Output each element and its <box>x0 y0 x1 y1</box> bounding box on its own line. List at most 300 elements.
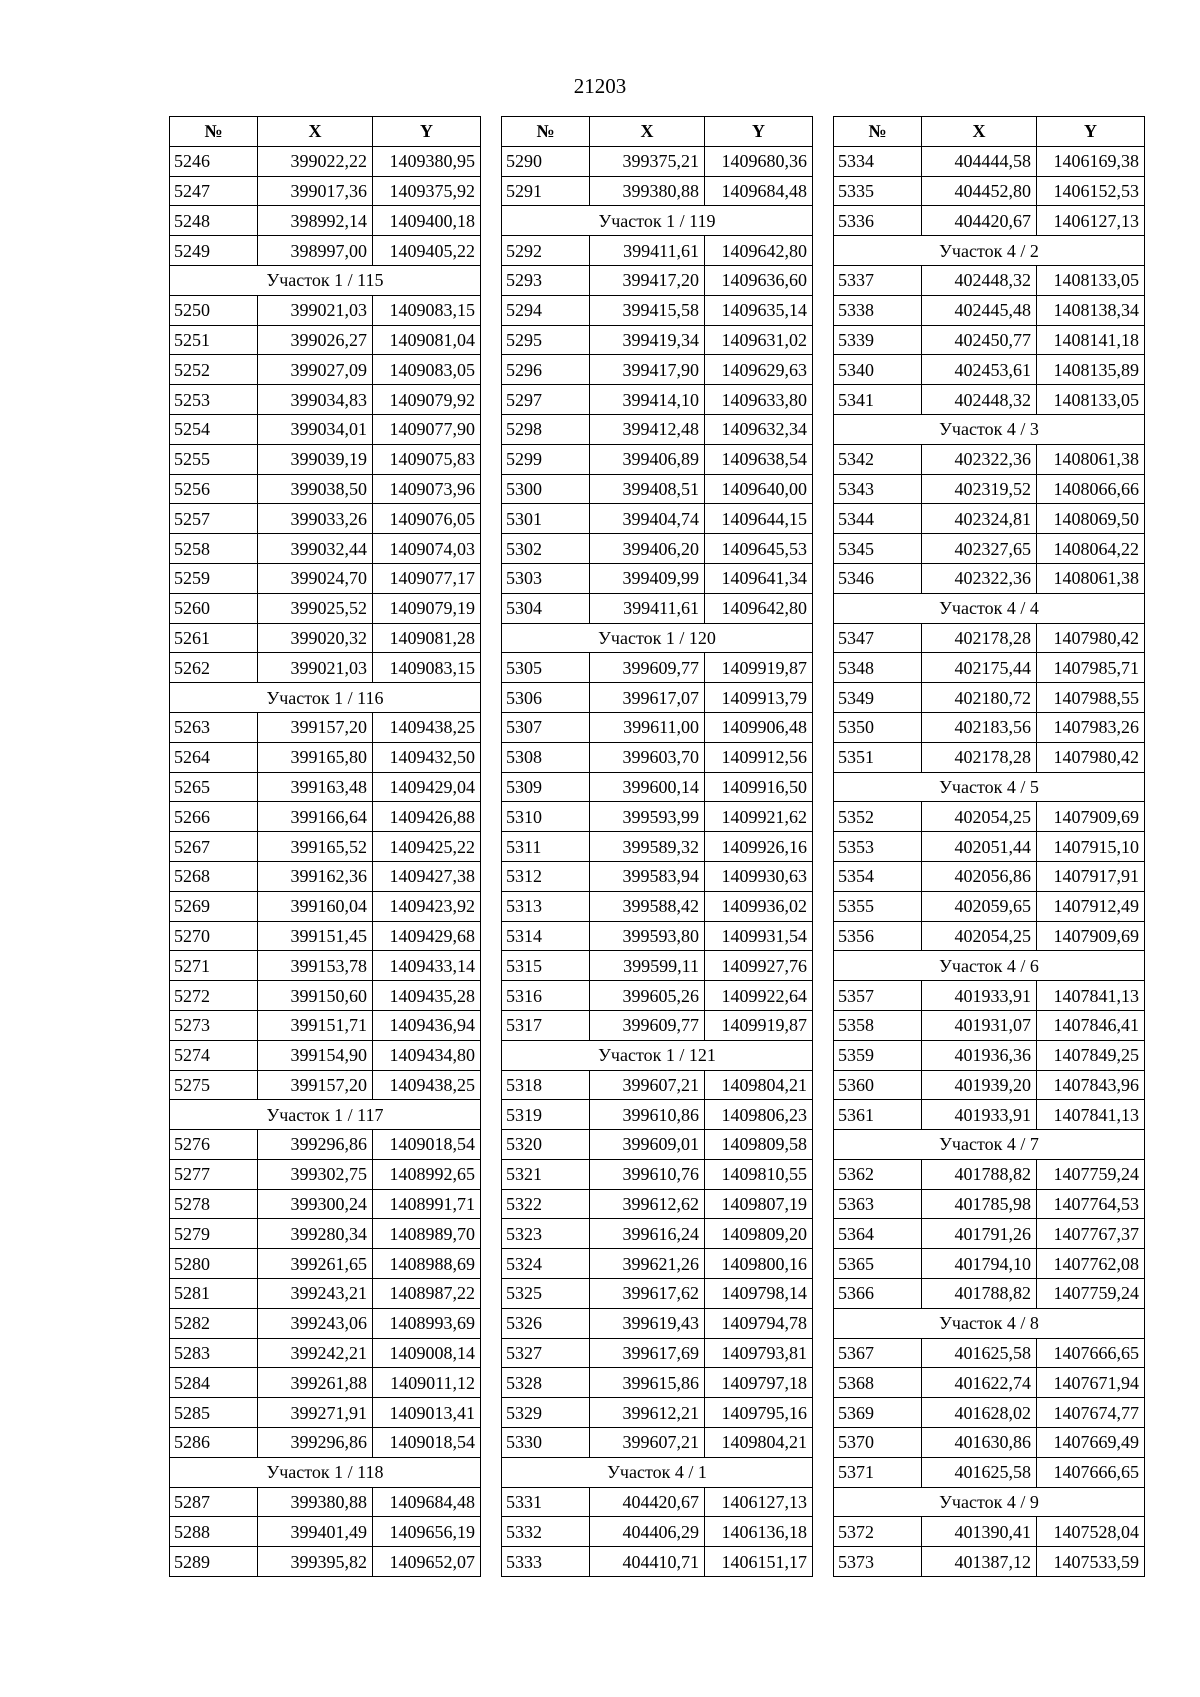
header-number: № <box>834 117 922 147</box>
point-number: 5321 <box>502 1159 590 1189</box>
x-coordinate: 399609,77 <box>590 1010 705 1040</box>
coordinates-table-1 <box>169 116 481 1577</box>
x-coordinate: 401788,82 <box>922 1279 1037 1309</box>
point-number: 5362 <box>834 1159 922 1189</box>
y-coordinate: 1408993,69 <box>373 1308 481 1338</box>
y-coordinate: 1408066,66 <box>1037 474 1145 504</box>
section-title: Участок 1 / 116 <box>170 683 481 713</box>
table-row <box>170 861 481 891</box>
y-coordinate: 1409375,92 <box>373 176 481 206</box>
table-row <box>170 951 481 981</box>
y-coordinate: 1407764,53 <box>1037 1189 1145 1219</box>
table-row <box>170 325 481 355</box>
x-coordinate: 399280,34 <box>258 1219 373 1249</box>
y-coordinate: 1409912,56 <box>705 742 813 772</box>
point-number: 5320 <box>502 1130 590 1160</box>
point-number: 5351 <box>834 742 922 772</box>
x-coordinate: 402453,61 <box>922 355 1037 385</box>
point-number: 5369 <box>834 1398 922 1428</box>
header-number: № <box>170 117 258 147</box>
x-coordinate: 399612,62 <box>590 1189 705 1219</box>
point-number: 5371 <box>834 1457 922 1487</box>
point-number: 5330 <box>502 1428 590 1458</box>
y-coordinate: 1409018,54 <box>373 1428 481 1458</box>
point-number: 5278 <box>170 1189 258 1219</box>
section-title: Участок 4 / 5 <box>834 772 1145 802</box>
point-number: 5327 <box>502 1338 590 1368</box>
y-coordinate: 1409438,25 <box>373 1070 481 1100</box>
point-number: 5282 <box>170 1308 258 1338</box>
point-number: 5324 <box>502 1249 590 1279</box>
y-coordinate: 1409631,02 <box>705 325 813 355</box>
table-row <box>834 355 1145 385</box>
y-coordinate: 1407983,26 <box>1037 712 1145 742</box>
page-number: 21203 <box>573 74 627 98</box>
table-row <box>170 1338 481 1368</box>
y-coordinate: 1409083,05 <box>373 355 481 385</box>
table-row <box>502 1547 813 1577</box>
x-coordinate: 398997,00 <box>258 236 373 266</box>
x-coordinate: 399034,83 <box>258 385 373 415</box>
table-row <box>834 1159 1145 1189</box>
point-number: 5316 <box>502 981 590 1011</box>
section-row <box>834 414 1145 444</box>
x-coordinate: 399026,27 <box>258 325 373 355</box>
section-title: Участок 1 / 115 <box>170 265 481 295</box>
point-number: 5305 <box>502 653 590 683</box>
x-coordinate: 402324,81 <box>922 504 1037 534</box>
y-coordinate: 1409008,14 <box>373 1338 481 1368</box>
x-coordinate: 399600,14 <box>590 772 705 802</box>
y-coordinate: 1409795,16 <box>705 1398 813 1428</box>
y-coordinate: 1409083,15 <box>373 295 481 325</box>
header-x: X <box>922 117 1037 147</box>
x-coordinate: 399151,45 <box>258 921 373 951</box>
table-row <box>834 146 1145 176</box>
point-number: 5341 <box>834 385 922 415</box>
y-coordinate: 1409636,60 <box>705 265 813 295</box>
y-coordinate: 1407666,65 <box>1037 1338 1145 1368</box>
table-row <box>502 563 813 593</box>
x-coordinate: 401622,74 <box>922 1368 1037 1398</box>
table-row <box>834 1338 1145 1368</box>
point-number: 5262 <box>170 653 258 683</box>
point-number: 5290 <box>502 146 590 176</box>
table-row <box>502 1130 813 1160</box>
point-number: 5350 <box>834 712 922 742</box>
y-coordinate: 1409931,54 <box>705 921 813 951</box>
point-number: 5318 <box>502 1070 590 1100</box>
x-coordinate: 399612,21 <box>590 1398 705 1428</box>
table-row <box>502 802 813 832</box>
point-number: 5280 <box>170 1249 258 1279</box>
y-coordinate: 1409079,19 <box>373 593 481 623</box>
y-coordinate: 1409926,16 <box>705 832 813 862</box>
x-coordinate: 399022,22 <box>258 146 373 176</box>
point-number: 5348 <box>834 653 922 683</box>
x-coordinate: 402448,32 <box>922 265 1037 295</box>
x-coordinate: 399166,64 <box>258 802 373 832</box>
table-row <box>502 444 813 474</box>
table-row <box>170 534 481 564</box>
point-number: 5354 <box>834 861 922 891</box>
table-row <box>170 414 481 444</box>
x-coordinate: 399296,86 <box>258 1130 373 1160</box>
table-row <box>502 653 813 683</box>
point-number: 5338 <box>834 295 922 325</box>
table-row <box>502 295 813 325</box>
table-row <box>502 772 813 802</box>
y-coordinate: 1407759,24 <box>1037 1279 1145 1309</box>
x-coordinate: 402448,32 <box>922 385 1037 415</box>
x-coordinate: 402059,65 <box>922 891 1037 921</box>
table-row <box>170 1189 481 1219</box>
y-coordinate: 1408141,18 <box>1037 325 1145 355</box>
point-number: 5293 <box>502 265 590 295</box>
y-coordinate: 1409927,76 <box>705 951 813 981</box>
point-number: 5252 <box>170 355 258 385</box>
x-coordinate: 404420,67 <box>590 1487 705 1517</box>
point-number: 5339 <box>834 325 922 355</box>
point-number: 5340 <box>834 355 922 385</box>
table-row <box>502 414 813 444</box>
table-row <box>834 206 1145 236</box>
point-number: 5346 <box>834 563 922 593</box>
section-row <box>834 1130 1145 1160</box>
table-row <box>170 802 481 832</box>
coordinates-table-2 <box>501 116 813 1577</box>
y-coordinate: 1409405,22 <box>373 236 481 266</box>
point-number: 5372 <box>834 1517 922 1547</box>
point-number: 5300 <box>502 474 590 504</box>
y-coordinate: 1409423,92 <box>373 891 481 921</box>
x-coordinate: 402450,77 <box>922 325 1037 355</box>
point-number: 5359 <box>834 1040 922 1070</box>
x-coordinate: 399617,07 <box>590 683 705 713</box>
point-number: 5343 <box>834 474 922 504</box>
point-number: 5347 <box>834 623 922 653</box>
point-number: 5287 <box>170 1487 258 1517</box>
table-row <box>834 474 1145 504</box>
x-coordinate: 399025,52 <box>258 593 373 623</box>
x-coordinate: 399617,62 <box>590 1279 705 1309</box>
y-coordinate: 1407980,42 <box>1037 742 1145 772</box>
y-coordinate: 1409429,68 <box>373 921 481 951</box>
table-row <box>502 265 813 295</box>
table-row <box>502 891 813 921</box>
y-coordinate: 1407843,96 <box>1037 1070 1145 1100</box>
section-title: Участок 1 / 117 <box>170 1100 481 1130</box>
table-row <box>170 146 481 176</box>
point-number: 5257 <box>170 504 258 534</box>
table-row <box>170 563 481 593</box>
y-coordinate: 1409642,80 <box>705 593 813 623</box>
point-number: 5309 <box>502 772 590 802</box>
table-row <box>834 891 1145 921</box>
point-number: 5334 <box>834 146 922 176</box>
x-coordinate: 399302,75 <box>258 1159 373 1189</box>
table-row <box>502 742 813 772</box>
y-coordinate: 1409919,87 <box>705 1010 813 1040</box>
y-coordinate: 1409640,00 <box>705 474 813 504</box>
x-coordinate: 399409,99 <box>590 563 705 593</box>
x-coordinate: 399380,88 <box>590 176 705 206</box>
point-number: 5313 <box>502 891 590 921</box>
y-coordinate: 1407669,49 <box>1037 1428 1145 1458</box>
point-number: 5323 <box>502 1219 590 1249</box>
point-number: 5256 <box>170 474 258 504</box>
x-coordinate: 399038,50 <box>258 474 373 504</box>
x-coordinate: 399157,20 <box>258 712 373 742</box>
y-coordinate: 1407912,49 <box>1037 891 1145 921</box>
table-row <box>170 1219 481 1249</box>
section-row <box>834 593 1145 623</box>
point-number: 5259 <box>170 563 258 593</box>
section-row <box>834 1308 1145 1338</box>
y-coordinate: 1409810,55 <box>705 1159 813 1189</box>
point-number: 5325 <box>502 1279 590 1309</box>
point-number: 5308 <box>502 742 590 772</box>
point-number: 5274 <box>170 1040 258 1070</box>
table-row <box>834 1547 1145 1577</box>
x-coordinate: 399588,42 <box>590 891 705 921</box>
point-number: 5345 <box>834 534 922 564</box>
x-coordinate: 398992,14 <box>258 206 373 236</box>
y-coordinate: 1408988,69 <box>373 1249 481 1279</box>
point-number: 5360 <box>834 1070 922 1100</box>
x-coordinate: 401628,02 <box>922 1398 1037 1428</box>
table-row <box>834 1368 1145 1398</box>
x-coordinate: 404452,80 <box>922 176 1037 206</box>
x-coordinate: 402327,65 <box>922 534 1037 564</box>
point-number: 5319 <box>502 1100 590 1130</box>
y-coordinate: 1409438,25 <box>373 712 481 742</box>
y-coordinate: 1409380,95 <box>373 146 481 176</box>
y-coordinate: 1409644,15 <box>705 504 813 534</box>
point-number: 5271 <box>170 951 258 981</box>
table-row <box>834 1428 1145 1458</box>
x-coordinate: 402056,86 <box>922 861 1037 891</box>
x-coordinate: 399419,34 <box>590 325 705 355</box>
table-row <box>502 325 813 355</box>
y-coordinate: 1409793,81 <box>705 1338 813 1368</box>
table-row <box>834 385 1145 415</box>
x-coordinate: 401788,82 <box>922 1159 1037 1189</box>
point-number: 5353 <box>834 832 922 862</box>
table-row <box>170 1487 481 1517</box>
y-coordinate: 1409638,54 <box>705 444 813 474</box>
x-coordinate: 402180,72 <box>922 683 1037 713</box>
y-coordinate: 1409797,18 <box>705 1368 813 1398</box>
table-row <box>170 593 481 623</box>
table-row <box>170 1547 481 1577</box>
table-row <box>170 355 481 385</box>
point-number: 5283 <box>170 1338 258 1368</box>
table-row <box>502 1249 813 1279</box>
header-y: Y <box>1037 117 1145 147</box>
table-row <box>502 1428 813 1458</box>
y-coordinate: 1409641,34 <box>705 563 813 593</box>
table-row <box>170 891 481 921</box>
table-row <box>170 623 481 653</box>
section-row <box>834 951 1145 981</box>
point-number: 5248 <box>170 206 258 236</box>
point-number: 5366 <box>834 1279 922 1309</box>
y-coordinate: 1408061,38 <box>1037 563 1145 593</box>
table-row <box>502 1517 813 1547</box>
y-coordinate: 1409074,03 <box>373 534 481 564</box>
table-row <box>170 981 481 1011</box>
point-number: 5358 <box>834 1010 922 1040</box>
table-row <box>502 593 813 623</box>
y-coordinate: 1408138,34 <box>1037 295 1145 325</box>
x-coordinate: 399271,91 <box>258 1398 373 1428</box>
y-coordinate: 1408133,05 <box>1037 385 1145 415</box>
y-coordinate: 1409919,87 <box>705 653 813 683</box>
table-row <box>502 951 813 981</box>
y-coordinate: 1409930,63 <box>705 861 813 891</box>
point-number: 5270 <box>170 921 258 951</box>
point-number: 5254 <box>170 414 258 444</box>
x-coordinate: 399417,20 <box>590 265 705 295</box>
point-number: 5246 <box>170 146 258 176</box>
y-coordinate: 1407533,59 <box>1037 1547 1145 1577</box>
y-coordinate: 1409077,90 <box>373 414 481 444</box>
table-row <box>834 802 1145 832</box>
point-number: 5253 <box>170 385 258 415</box>
table-row <box>502 1070 813 1100</box>
point-number: 5297 <box>502 385 590 415</box>
y-coordinate: 1409642,80 <box>705 236 813 266</box>
y-coordinate: 1408061,38 <box>1037 444 1145 474</box>
section-row <box>170 1457 481 1487</box>
x-coordinate: 399589,32 <box>590 832 705 862</box>
table-row <box>170 772 481 802</box>
x-coordinate: 399414,10 <box>590 385 705 415</box>
point-number: 5292 <box>502 236 590 266</box>
table-row <box>502 355 813 385</box>
y-coordinate: 1409798,14 <box>705 1279 813 1309</box>
point-number: 5265 <box>170 772 258 802</box>
table-row <box>502 474 813 504</box>
y-coordinate: 1407915,10 <box>1037 832 1145 862</box>
point-number: 5322 <box>502 1189 590 1219</box>
point-number: 5365 <box>834 1249 922 1279</box>
x-coordinate: 399021,03 <box>258 653 373 683</box>
y-coordinate: 1409077,17 <box>373 563 481 593</box>
point-number: 5312 <box>502 861 590 891</box>
table-row <box>834 176 1145 206</box>
x-coordinate: 399296,86 <box>258 1428 373 1458</box>
y-coordinate: 1409079,92 <box>373 385 481 415</box>
x-coordinate: 399605,26 <box>590 981 705 1011</box>
point-number: 5272 <box>170 981 258 1011</box>
y-coordinate: 1409434,80 <box>373 1040 481 1070</box>
table-row <box>834 921 1145 951</box>
y-coordinate: 1406169,38 <box>1037 146 1145 176</box>
x-coordinate: 399611,00 <box>590 712 705 742</box>
y-coordinate: 1409809,58 <box>705 1130 813 1160</box>
table-row <box>170 1070 481 1100</box>
point-number: 5285 <box>170 1398 258 1428</box>
x-coordinate: 402178,28 <box>922 623 1037 653</box>
y-coordinate: 1409011,12 <box>373 1368 481 1398</box>
y-coordinate: 1409426,88 <box>373 802 481 832</box>
point-number: 5291 <box>502 176 590 206</box>
x-coordinate: 399261,65 <box>258 1249 373 1279</box>
section-title: Участок 1 / 118 <box>170 1457 481 1487</box>
point-number: 5251 <box>170 325 258 355</box>
table-body <box>170 146 481 1576</box>
table-row <box>834 981 1145 1011</box>
point-number: 5294 <box>502 295 590 325</box>
point-number: 5298 <box>502 414 590 444</box>
x-coordinate: 399412,48 <box>590 414 705 444</box>
x-coordinate: 399607,21 <box>590 1428 705 1458</box>
table-row <box>834 504 1145 534</box>
y-coordinate: 1407980,42 <box>1037 623 1145 653</box>
table-row <box>502 1338 813 1368</box>
point-number: 5260 <box>170 593 258 623</box>
x-coordinate: 399404,74 <box>590 504 705 534</box>
x-coordinate: 401931,07 <box>922 1010 1037 1040</box>
x-coordinate: 399607,21 <box>590 1070 705 1100</box>
point-number: 5310 <box>502 802 590 832</box>
section-title: Участок 4 / 2 <box>834 236 1145 266</box>
point-number: 5302 <box>502 534 590 564</box>
table-row <box>170 385 481 415</box>
point-number: 5317 <box>502 1010 590 1040</box>
point-number: 5357 <box>834 981 922 1011</box>
x-coordinate: 399401,49 <box>258 1517 373 1547</box>
x-coordinate: 399411,61 <box>590 236 705 266</box>
table-row <box>170 1308 481 1338</box>
point-number: 5337 <box>834 265 922 295</box>
section-row <box>834 236 1145 266</box>
x-coordinate: 399415,58 <box>590 295 705 325</box>
table-row <box>170 474 481 504</box>
y-coordinate: 1407909,69 <box>1037 802 1145 832</box>
point-number: 5352 <box>834 802 922 832</box>
table-row <box>502 1368 813 1398</box>
table-row <box>170 236 481 266</box>
table-row <box>170 1428 481 1458</box>
x-coordinate: 402051,44 <box>922 832 1037 862</box>
table-row <box>834 1100 1145 1130</box>
table-row <box>502 683 813 713</box>
x-coordinate: 399163,48 <box>258 772 373 802</box>
point-number: 5367 <box>834 1338 922 1368</box>
point-number: 5356 <box>834 921 922 951</box>
x-coordinate: 402178,28 <box>922 742 1037 772</box>
x-coordinate: 399150,60 <box>258 981 373 1011</box>
section-title: Участок 4 / 9 <box>834 1487 1145 1517</box>
point-number: 5269 <box>170 891 258 921</box>
y-coordinate: 1406151,17 <box>705 1547 813 1577</box>
table-header-row <box>170 117 481 147</box>
table-row <box>170 1517 481 1547</box>
x-coordinate: 399033,26 <box>258 504 373 534</box>
section-row <box>502 623 813 653</box>
table-row <box>502 981 813 1011</box>
y-coordinate: 1408992,65 <box>373 1159 481 1189</box>
y-coordinate: 1407909,69 <box>1037 921 1145 951</box>
x-coordinate: 401791,26 <box>922 1219 1037 1249</box>
x-coordinate: 401630,86 <box>922 1428 1037 1458</box>
table-row <box>834 1040 1145 1070</box>
x-coordinate: 399165,52 <box>258 832 373 862</box>
table-row <box>502 1189 813 1219</box>
